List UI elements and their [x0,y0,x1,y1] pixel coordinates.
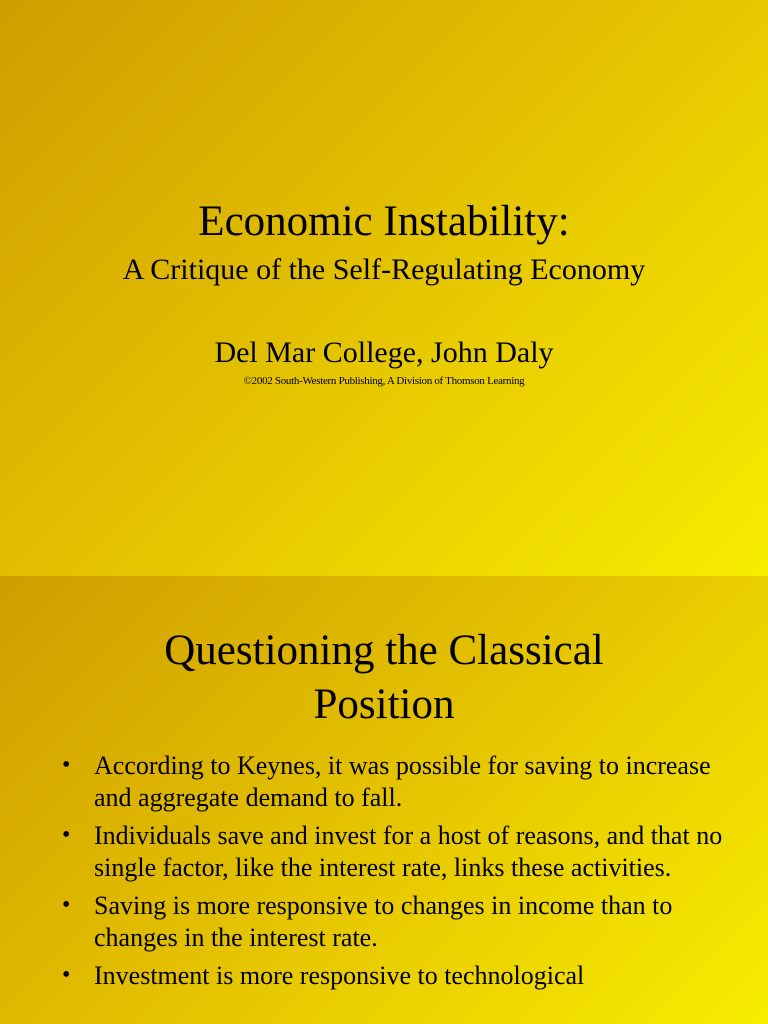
slide-title [80,624,688,732]
bullet-item [58,820,748,884]
bullet-item [58,750,748,814]
bullet-icon: • [62,962,71,988]
slide-title-line-2: Position [313,681,455,728]
bullet-item [58,890,748,954]
copyright-notice: ©2002 South-Western Publishing, A Division of Thomson Learning [243,375,525,387]
bullet-text: Investment is more responsive to technological [94,961,585,990]
bullet-icon: • [62,752,71,778]
slide-subtitle: A Critique of the Self-Regulating Economy [122,253,646,286]
bullet-icon: • [62,892,71,918]
bullet-item [58,960,748,992]
bullet-text: Saving is more responsive to changes in income than to changes in the interest rate. [94,891,673,952]
slide-title-line-1: Questioning the Classical [164,627,604,674]
bullet-text: Individuals save and invest for a host of reasons, and that no single factor, like the interest rate, links these activities. [94,821,723,882]
slide-title: Economic Instability: [198,198,570,245]
bullet-icon: • [62,822,71,848]
author-line: Del Mar College, John Daly [214,336,554,369]
bullet-text: According to Keynes, it was possible for saving to increase and aggregate demand to fall. [94,751,711,812]
content-slide [0,576,768,1024]
bullet-list [58,750,748,998]
